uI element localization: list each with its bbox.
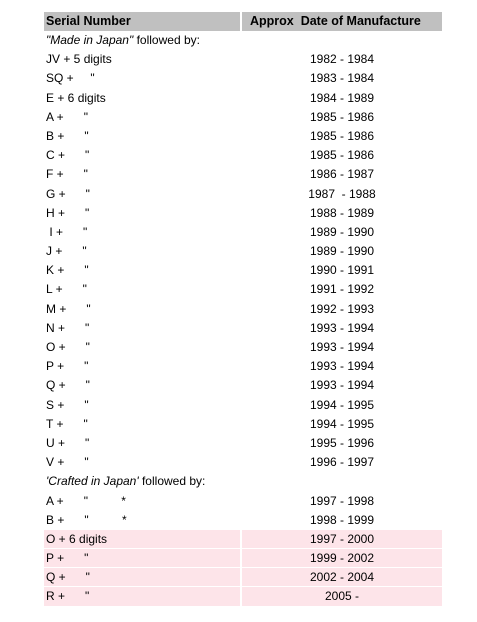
serial-table [44,12,442,607]
serial-cell: M + " [46,301,91,316]
date-cell: 1986 - 1987 [309,167,375,182]
date-cell: 1989 - 1990 [309,244,375,259]
table-row [44,568,442,587]
table-row [44,549,442,568]
table-row [44,434,442,453]
table-row [44,108,442,127]
date-cell: 2005 - [242,587,442,605]
serial-cell: O + " [46,340,90,354]
date-cell: 1982 - 1984 [309,52,375,67]
date-cell: 1993 - 1994 [309,340,375,354]
date-cell: 1999 - 2002 [242,549,442,567]
table-row [44,50,442,69]
serial-cell: Q + " [44,568,240,586]
date-cell: 1990 - 1991 [309,263,375,278]
serial-cell: I + " [46,224,88,239]
rows-crafted-in-japan [44,492,442,530]
table-row [44,587,442,606]
section-label-italic: 'Crafted in Japan' [46,474,139,489]
serial-cell: O + 6 digits [44,530,240,548]
table-row [44,127,442,146]
table-row [44,185,442,204]
date-cell: 1994 - 1995 [309,397,375,412]
serial-cell: T + " [46,416,88,431]
serial-cell: JV + 5 digits [46,52,112,67]
table-row [44,492,442,511]
date-cell: 1985 - 1986 [309,148,375,163]
serial-cell: E + 6 digits [46,90,106,105]
rows-made-in-japan [44,50,442,472]
serial-cell: F + " [46,167,88,182]
date-cell: 1993 - 1994 [309,320,375,335]
section-label-rest: followed by: [138,474,206,489]
table-row [44,89,442,108]
serial-cell: B + " [46,128,89,143]
serial-cell: A + " [46,109,88,124]
table-row [44,376,442,395]
date-cell: 1992 - 1993 [309,301,375,316]
date-cell: 1994 - 1995 [309,416,375,431]
table-row [44,223,442,242]
section-label-rest: followed by: [133,33,200,47]
table-row [44,146,442,165]
serial-cell: R + " [44,587,240,605]
date-cell: 1988 - 1989 [309,205,375,220]
serial-cell: L + " [46,282,87,297]
header-date-of-manufacture: Approx Date of Manufacture [242,12,442,31]
table-row [44,280,442,299]
table-row [44,357,442,376]
table-row [44,204,442,223]
date-cell: 1997 - 1998 [309,493,375,508]
serial-cell: B + " * [46,512,127,527]
table-row [44,530,442,549]
date-cell: 1985 - 1986 [309,128,375,143]
section-label-italic: "Made in Japan" [46,33,134,47]
date-cell: 1987 - 1988 [308,186,376,201]
serial-cell: P + " [46,359,89,374]
date-cell: 1996 - 1997 [309,455,375,470]
serial-cell: C + " [46,148,90,163]
date-cell: 1991 - 1992 [309,282,375,297]
date-cell: 1998 - 1999 [309,512,375,527]
table-header [44,12,442,31]
table-row [44,242,442,261]
serial-cell: P + " [44,549,240,567]
date-cell: 1993 - 1994 [309,359,375,374]
serial-cell: N + " [46,320,90,335]
section-crafted-in-japan [44,472,442,491]
date-cell: 1989 - 1990 [309,224,375,239]
serial-cell: J + " [46,244,87,259]
table-row [44,338,442,357]
table-row [44,165,442,184]
table-row [44,319,442,338]
table-row [44,415,442,434]
rows-highlighted [44,530,442,607]
table-row [44,261,442,280]
section-made-in-japan [44,31,442,50]
serial-cell: K + " [46,263,89,278]
table-row [44,69,442,88]
date-cell: 1993 - 1994 [309,378,375,393]
serial-cell: H + " [46,205,90,220]
table-row [44,453,442,472]
date-cell: 1985 - 1986 [309,109,375,124]
date-cell: 1995 - 1996 [309,435,375,450]
serial-cell: G + " [46,186,90,201]
table-row [44,396,442,415]
table-row [44,300,442,319]
date-cell: 1997 - 2000 [242,530,442,548]
serial-cell: V + " [46,455,89,470]
serial-cell: Q + " [46,378,90,393]
date-cell: 2002 - 2004 [242,568,442,586]
serial-cell: U + " [46,435,90,450]
date-cell: 1983 - 1984 [309,71,375,86]
date-cell: 1984 - 1989 [309,90,375,105]
header-serial-number: Serial Number [44,12,240,31]
serial-cell: A + " * [46,493,126,508]
serial-cell: S + " [46,397,89,412]
serial-cell: SQ + " [46,71,95,86]
table-row [44,511,442,530]
